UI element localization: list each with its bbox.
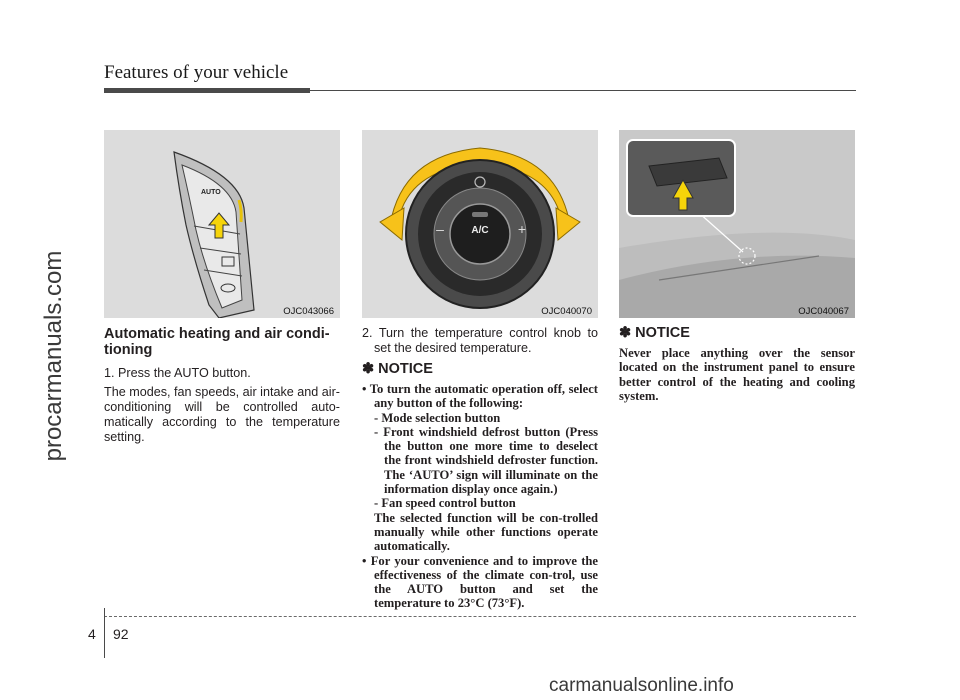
notice-sub-1: - Mode selection button bbox=[374, 410, 501, 425]
notice-bullet-2: • For your convenience and to improve the effectiveness of the climate con-trol, use the AUTO button and set the temperature to 23°C (73°F). bbox=[362, 553, 598, 611]
footer-divider bbox=[104, 608, 105, 658]
figure-code: OJC040067 bbox=[798, 306, 849, 317]
temperature-knob-illustration bbox=[362, 130, 598, 318]
header-bar bbox=[104, 88, 310, 93]
notice-heading bbox=[619, 326, 855, 341]
column-1 bbox=[104, 326, 340, 449]
header-rule bbox=[310, 90, 856, 91]
side-watermark: procarmanuals.com bbox=[40, 250, 67, 462]
step-2: 2. Turn the temperature control knob to set the desired temperature. bbox=[362, 326, 598, 355]
figure-auto-button-panel bbox=[104, 130, 340, 318]
figure-sensor-dashboard bbox=[619, 130, 855, 318]
minus-label: – bbox=[436, 221, 444, 237]
section-heading: Automatic heating and air condi-tioning bbox=[104, 326, 330, 358]
auto-panel-illustration bbox=[104, 130, 340, 318]
footer-section-number: 4 bbox=[88, 626, 96, 642]
footer-page-number: 92 bbox=[113, 626, 129, 642]
notice-sub-3: - Fan speed control button bbox=[374, 496, 516, 511]
plus-label: + bbox=[517, 221, 527, 237]
notice-star-icon: ✽ bbox=[362, 361, 375, 377]
figure-code: OJC043066 bbox=[283, 306, 334, 317]
notice-heading bbox=[362, 362, 598, 377]
sensor-dashboard-illustration bbox=[619, 130, 855, 318]
bottom-watermark: carmanualsonline.info bbox=[549, 675, 734, 696]
figure-temperature-knob bbox=[362, 130, 598, 318]
notice-sub-note: The selected function will be con-trolled manually while other functions operate automatically. bbox=[374, 510, 598, 554]
auto-label-text: AUTO bbox=[201, 189, 221, 196]
notice-text: Never place anything over the sensor located on the instrument panel to ensure better control of the heating and cooling system. bbox=[619, 346, 855, 403]
step-1: 1. Press the AUTO button. bbox=[104, 366, 251, 380]
ac-label-text: A/C bbox=[471, 225, 489, 236]
figure-code: OJC040070 bbox=[541, 306, 592, 317]
body-paragraph: The modes, fan speeds, air intake and air-conditioning will be controlled auto-matically according to the temperature setting. bbox=[104, 385, 340, 444]
notice-star-icon: ✽ bbox=[619, 325, 632, 341]
footer-rule bbox=[104, 616, 856, 617]
page-header-title: Features of your vehicle bbox=[104, 62, 289, 83]
notice-sub-2: - Front windshield defrost button (Press the button one more time to deselect the front windshield defroster function. The ‘AUTO’ sign will illuminate on the information display once again.) bbox=[374, 424, 598, 497]
column-2 bbox=[362, 326, 598, 611]
notice-heading-text: NOTICE bbox=[378, 361, 433, 377]
notice-bullet-1: • To turn the automatic operation off, select any button of the following: bbox=[362, 382, 598, 411]
notice-heading-text: NOTICE bbox=[635, 325, 690, 341]
column-3 bbox=[619, 326, 855, 403]
